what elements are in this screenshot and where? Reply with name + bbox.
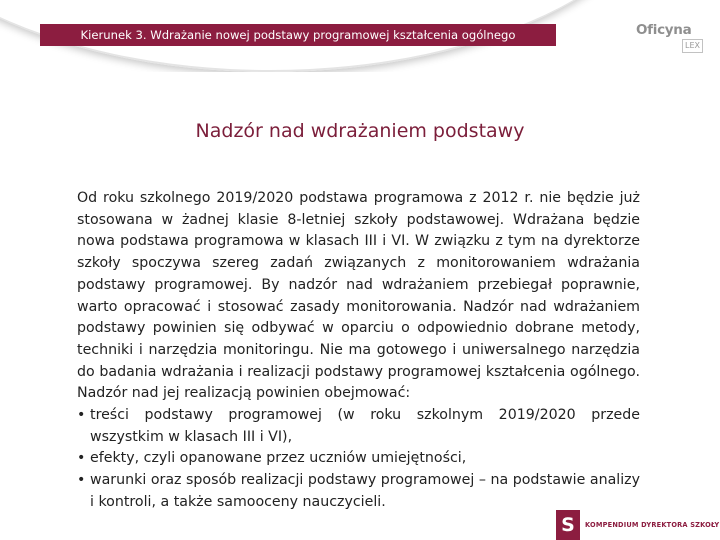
slide-body [77, 188, 640, 514]
logo-sub: LEX [682, 39, 703, 53]
logo-word: Oficyna [636, 22, 692, 38]
bullet-list [77, 405, 640, 514]
footer-badge [556, 510, 720, 540]
header-bar [40, 24, 556, 46]
footer-s-icon: S [556, 510, 580, 540]
slide-title: Nadzór nad wdrażaniem podstawy [195, 120, 525, 142]
bullet-item: • warunki oraz sposób realizacji podstawy programowej – na podstawie analizy i kontroli, a także samooceny nauczycieli. [77, 470, 640, 513]
body-paragraph: Od roku szkolnego 2019/2020 podstawa programowa z 2012 r. nie będzie już stosowana w żadnej klasie 8-letniej szkoły podstawowej. Wdrażana będzie nowa podstawa programowa w klasach III i VI. W związku z tym na dyrektorze szkoły spoczywa szereg zadań związanych z monitorowaniem wdrażania podstawy programowej. By nadzór nad wdrażaniem przebiegał poprawnie, warto opracować i stosować zasady monitorowania. Nadzór nad wdrażaniem podstawy powinien się odbywać w oparciu o odpowiednio dobrane metody, techniki i narzędzia monitoringu. Nie ma gotowego i uniwersalnego narzędzia do badania wdrażania i realizacji podstawy programowej kształcenia ogólnego. Nadzór nad jej realizacją powinien obejmować: [77, 190, 640, 402]
bullet-item: • efekty, czyli opanowane przez uczniów umiejętności, [77, 448, 640, 470]
bullet-item: • treści podstawy programowej (w roku szkolnym 2019/2020 przede wszystkim w klasach III i VI), [77, 405, 640, 448]
oficyna-lex-logo [636, 22, 702, 56]
header-title: Kierunek 3. Wdrażanie nowej podstawy programowej kształcenia ogólnego [80, 28, 516, 42]
footer-label: KOMPENDIUM DYREKTORA SZKOŁY [580, 510, 720, 540]
